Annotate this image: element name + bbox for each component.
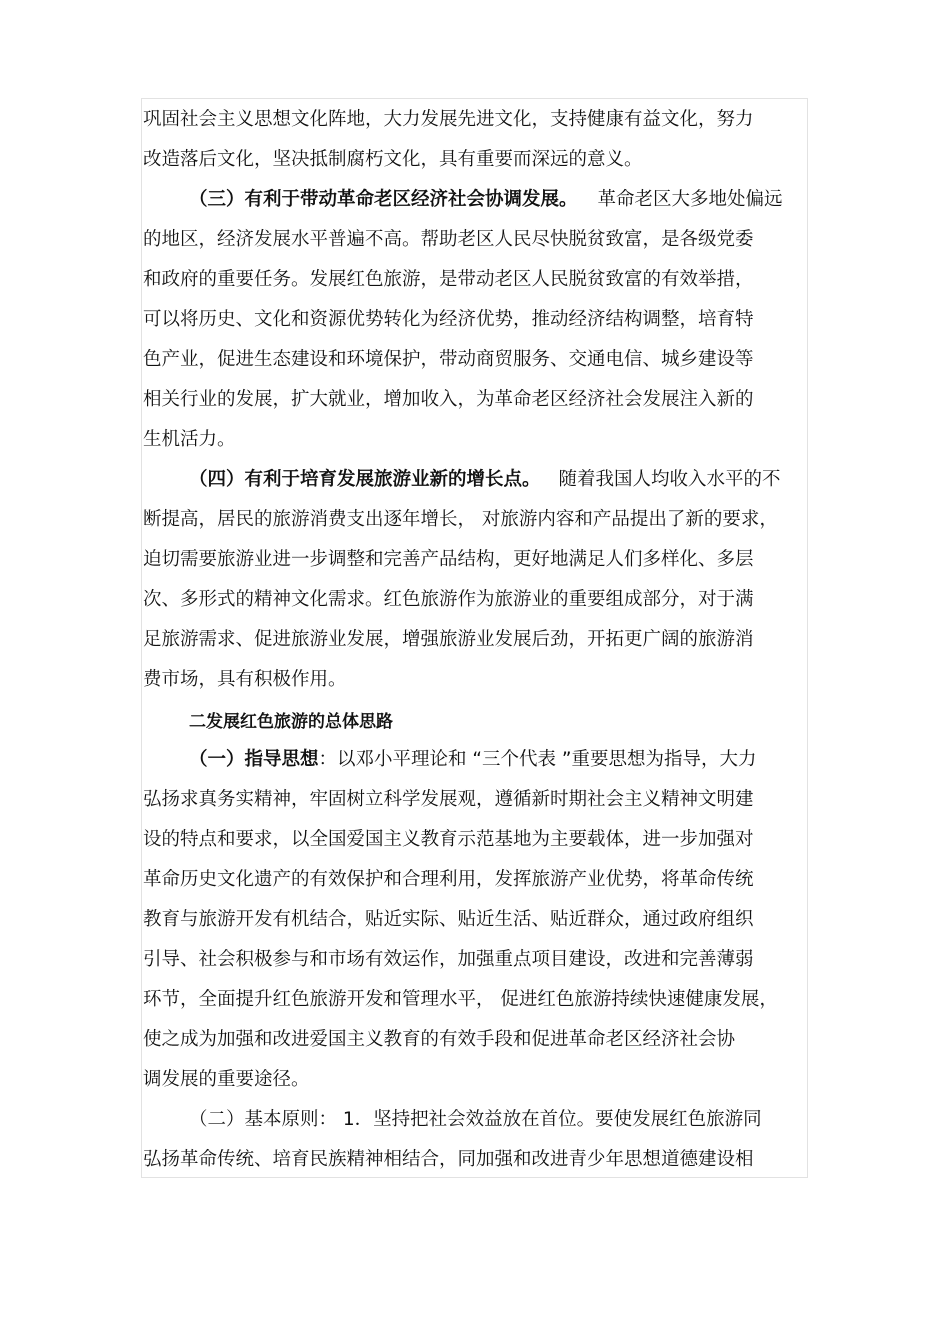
text-line: 弘扬革命传统、培育民族精神相结合，同加强和改进青少年思想道德建设相 — [143, 1149, 754, 1170]
text-line: 迫切需要旅游业进一步调整和完善产品结构，更好地满足人们多样化、多层 — [143, 549, 754, 570]
text-line: 相关行业的发展，扩大就业，增加收入，为革命老区经济社会发展注入新的 — [143, 389, 754, 410]
guiding-thought-first-line — [189, 748, 756, 772]
guiding-thought-heading: （一）指导思想 — [189, 749, 319, 770]
text-line: 和政府的重要任务。发展红色旅游，是带动老区人民脱贫致富的有效举措， — [143, 269, 754, 290]
text-line: 断提高，居民的旅游消费支出逐年增长， 对旅游内容和产品提出了新的要求， — [143, 509, 778, 530]
text-line: 使之成为加强和改进爱国主义教育的有效手段和促进革命老区经济社会协 — [143, 1029, 736, 1050]
text-line: 弘扬求真务实精神，牢固树立科学发展观，遵循新时期社会主义精神文明建 — [143, 789, 754, 810]
basic-principles-first-line: （二）基本原则： 1．坚持把社会效益放在首位。要使发展红色旅游同 — [189, 1109, 762, 1130]
paragraph-three-first-line — [189, 188, 783, 212]
text-line: 生机活力。 — [143, 429, 236, 450]
text-line: 调发展的重要途径。 — [143, 1069, 310, 1090]
text-line: 教育与旅游开发有机结合，贴近实际、贴近生活、贴近群众，通过政府组织 — [143, 909, 754, 930]
paragraph-three-heading: （三）有利于带动革命老区经济社会协调发展。 — [189, 189, 578, 210]
text-line: 革命历史文化遗产的有效保护和合理利用，发挥旅游产业优势，将革命传统 — [143, 869, 754, 890]
paragraph-four-text: 随着我国人均收入水平的不 — [558, 469, 781, 490]
text-line: 巩固社会主义思想文化阵地，大力发展先进文化，支持健康有益文化，努力 — [143, 109, 754, 130]
text-line: 引导、社会积极参与和市场有效运作，加强重点项目建设，改进和完善薄弱 — [143, 949, 754, 970]
text-line: 可以将历史、文化和资源优势转化为经济优势，推动经济结构调整，培育特 — [143, 309, 754, 330]
guiding-thought-text: ：以邓小平理论和 “三个代表 ”重要思想为指导，大力 — [318, 749, 757, 770]
paragraph-three-text: 革命老区大多地处偏远 — [597, 189, 783, 210]
text-line: 改造落后文化，坚决抵制腐朽文化，具有重要而深远的意义。 — [143, 149, 643, 170]
text-line: 费市场，具有积极作用。 — [143, 669, 347, 690]
paragraph-four-first-line — [189, 468, 781, 492]
text-line: 设的特点和要求，以全国爱国主义教育示范基地为主要载体，进一步加强对 — [143, 829, 754, 850]
text-line: 色产业，促进生态建设和环境保护，带动商贸服务、交通电信、城乡建设等 — [143, 349, 754, 370]
section-two-heading: 二发展红色旅游的总体思路 — [189, 712, 393, 732]
text-line: 环节，全面提升红色旅游开发和管理水平， 促进红色旅游持续快速健康发展， — [143, 989, 778, 1010]
text-line: 的地区，经济发展水平普遍不高。帮助老区人民尽快脱贫致富，是各级党委 — [143, 229, 754, 250]
paragraph-four-heading: （四）有利于培育发展旅游业新的增长点。 — [189, 469, 541, 490]
text-line: 次、多形式的精神文化需求。红色旅游作为旅游业的重要组成部分，对于满 — [143, 589, 754, 610]
text-line: 足旅游需求、促进旅游业发展，增强旅游业发展后劲，开拓更广阔的旅游消 — [143, 629, 754, 650]
